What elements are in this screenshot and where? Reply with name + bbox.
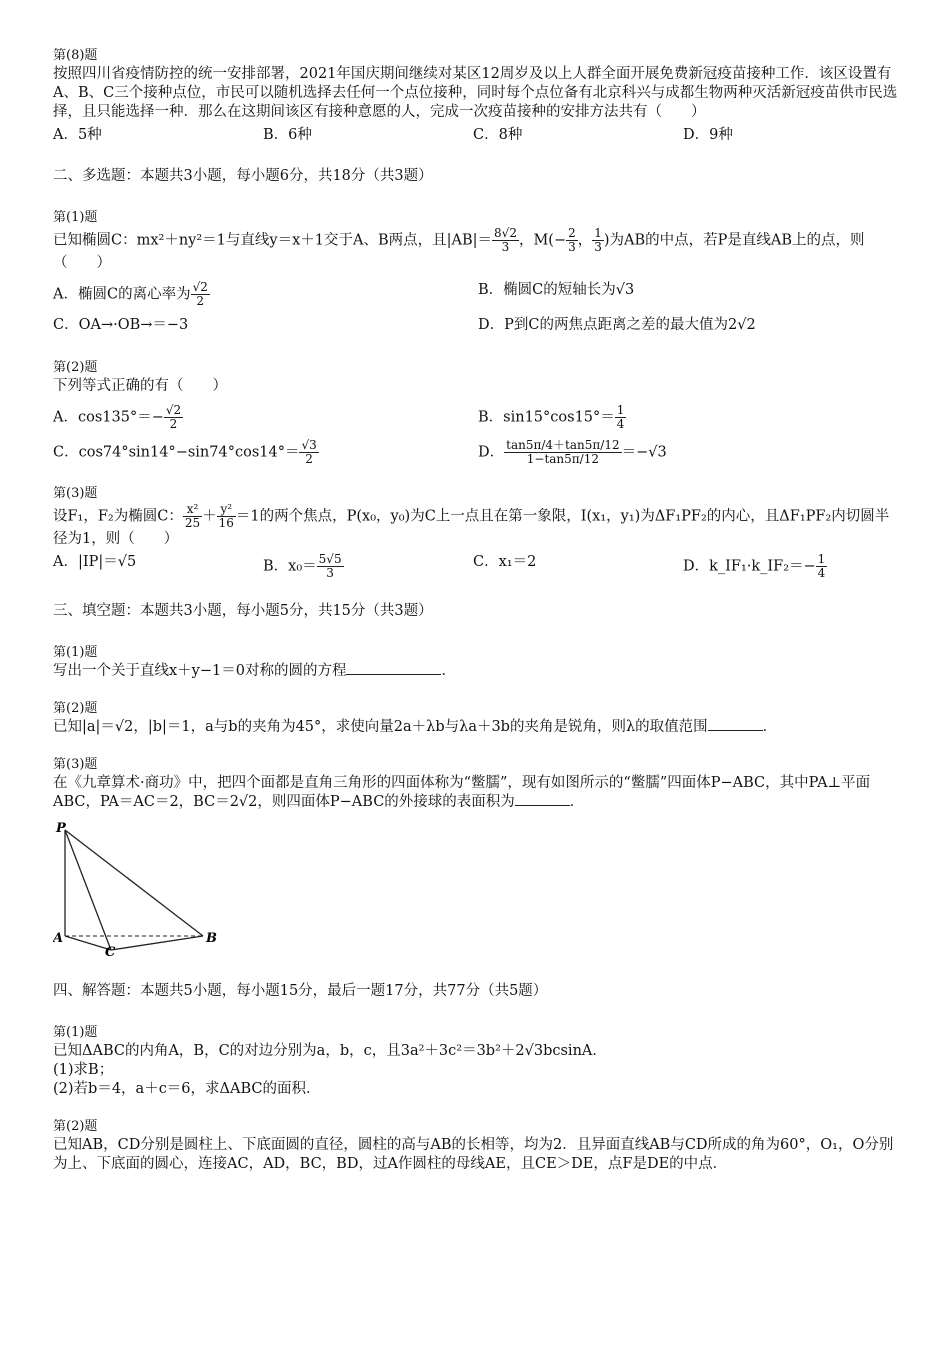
option-a: A．椭圆C的离心率为 $\frac{√2}{2}$: [53, 280, 208, 308]
option-c: C．8种: [473, 127, 523, 143]
option-c: C．x₁＝2: [473, 554, 537, 570]
document-page: [53, 46, 903, 1174]
option-c: C．OA→·OB→＝−3: [53, 317, 189, 333]
option-d: D． $\frac{\tan 5\pi/4+\tan 5\pi/12}{1-\tan 5\pi/12}$ ＝−√3: [478, 438, 667, 466]
sub-question-1: (1)求B；: [53, 1062, 114, 1078]
question-text: 下列等式正确的有（ ）: [53, 378, 227, 394]
option-a: A．|IP|＝√5: [53, 554, 137, 570]
option-d: D．9种: [683, 127, 733, 143]
question-text: 已知|a|＝√2，|b|＝1，a与b的夹角为45°，求使向量2a＋λb与λa＋3b的夹角是锐角，则λ的取值范围 ．: [53, 719, 778, 735]
question-number: 第(2)题: [53, 701, 98, 716]
question-text: 已知AB，CD分别是圆柱上、下底面圆的直径，圆柱的高与AB的长相等，均为2．且异面直线AB与CD所成的角为60°，O₁，O分别为上、下底面的圆心，连接AC，AD，BC，BD，过A作圆柱的母线AE，且CE＞DE，点F是DE的中点．: [53, 1137, 894, 1172]
option-a: A．cos135°＝− $\frac{√2}{2}$: [53, 403, 182, 431]
option-d: D．P到C的两焦点距离之差的最大值为2√2: [478, 317, 756, 333]
option-b: B．6种: [263, 127, 312, 143]
option-c: C．cos74°sin14°−sin74°cos14°＝ $\frac{√3}{2}$: [53, 438, 317, 466]
question-number: 第(1)题: [53, 645, 98, 660]
sub-question-2: (2)若b＝4，a＋c＝6，求ΔABC的面积．: [53, 1081, 321, 1097]
answer-blank: [708, 718, 763, 731]
option-d: D．k_IF₁·k_IF₂＝− $\frac{1}{4}$: [683, 552, 826, 580]
answer-blank: [346, 662, 441, 675]
question-number: 第(1)题: [53, 210, 98, 225]
answer-blank: [515, 793, 570, 806]
question-text: 设F₁，F₂为椭圆C： $\frac{\text{x²}}{25}$ ＋ $\frac{\text{y²}}{16}$ ＝1的两个焦点，P(x₀，y₀)为C上一点且在第一象限，I(x₁，y₁)为ΔF₁PF₂的内心，且ΔF₁PF₂内切圆半径为1，则（ ）: [53, 502, 890, 547]
options-row: [53, 126, 903, 145]
question-number: 第(2)题: [53, 1119, 98, 1134]
vertex-label-a: A: [53, 931, 64, 946]
option-b: B．椭圆C的短轴长为√3: [478, 282, 635, 298]
question-text: 已知ΔABC的内角A，B，C的对边分别为a，b，c，且3a²＋3c²＝3b²＋2√3bcsinA．: [53, 1043, 607, 1059]
vertex-label-c: C: [105, 945, 116, 958]
question-text: 按照四川省疫情防控的统一安排部署，2021年国庆期间继续对某区12周岁及以上人群全面开展免费新冠疫苗接种工作．该区设置有A、B、C三个接种点位，市民可以随机选择去任何一个点位接种，同时每个点位备有北京科兴与成都生物两种灭活新冠疫苗供市民选择，且只能选择一种．那么在这期间该区有接种意愿的人，完成一次疫苗接种的安排方法共有（ ）: [53, 66, 898, 120]
section-title: 四、解答题：本题共5小题，每小题15分，最后一题17分，共77分（共5题）: [53, 983, 548, 999]
option-b: B．sin15°cos15°＝ $\frac{1}{4}$: [478, 403, 625, 431]
section-title: 二、多选题：本题共3小题，每小题6分，共18分（共3题）: [53, 168, 433, 184]
section-title: 三、填空题：本题共3小题，每小题5分，共15分（共3题）: [53, 603, 433, 619]
vertex-label-b: B: [206, 931, 217, 946]
question-number: 第(8)题: [53, 48, 98, 63]
question-number: 第(3)题: [53, 486, 98, 501]
question-number: 第(1)题: [53, 1025, 98, 1040]
question-number: 第(3)题: [53, 757, 98, 772]
question-text: 在《九章算术·商功》中，把四个面都是直角三角形的四面体称为“鳖臑”，现有如图所示的“鳖臑”四面体P−ABC，其中PA⊥平面ABC，PA＝AC＝2，BC＝2√2，则四面体P−ABC的外接球的表面积为 ．: [53, 775, 871, 810]
option-b: B．x₀＝ $\frac{5√5}{3}$: [263, 552, 342, 580]
option-a: A．5种: [53, 127, 102, 143]
question-text: 已知椭圆C：mx²＋ny²＝1与直线y＝x＋1交于A、B两点，且|AB|＝ $\frac{8√2}{3}$ ，M(− $\frac{2}{3}$ ， $\frac{1}{3}$ )为AB的中点，若P是直线AB上的点，则（ ）: [53, 226, 865, 271]
tetrahedron-figure: [53, 818, 903, 964]
question-number: 第(2)题: [53, 360, 98, 375]
tetrahedron-diagram: [53, 818, 223, 958]
vertex-label-p: P: [56, 821, 66, 836]
question-text: 写出一个关于直线x＋y−1＝0对称的圆的方程 ．: [53, 663, 456, 679]
